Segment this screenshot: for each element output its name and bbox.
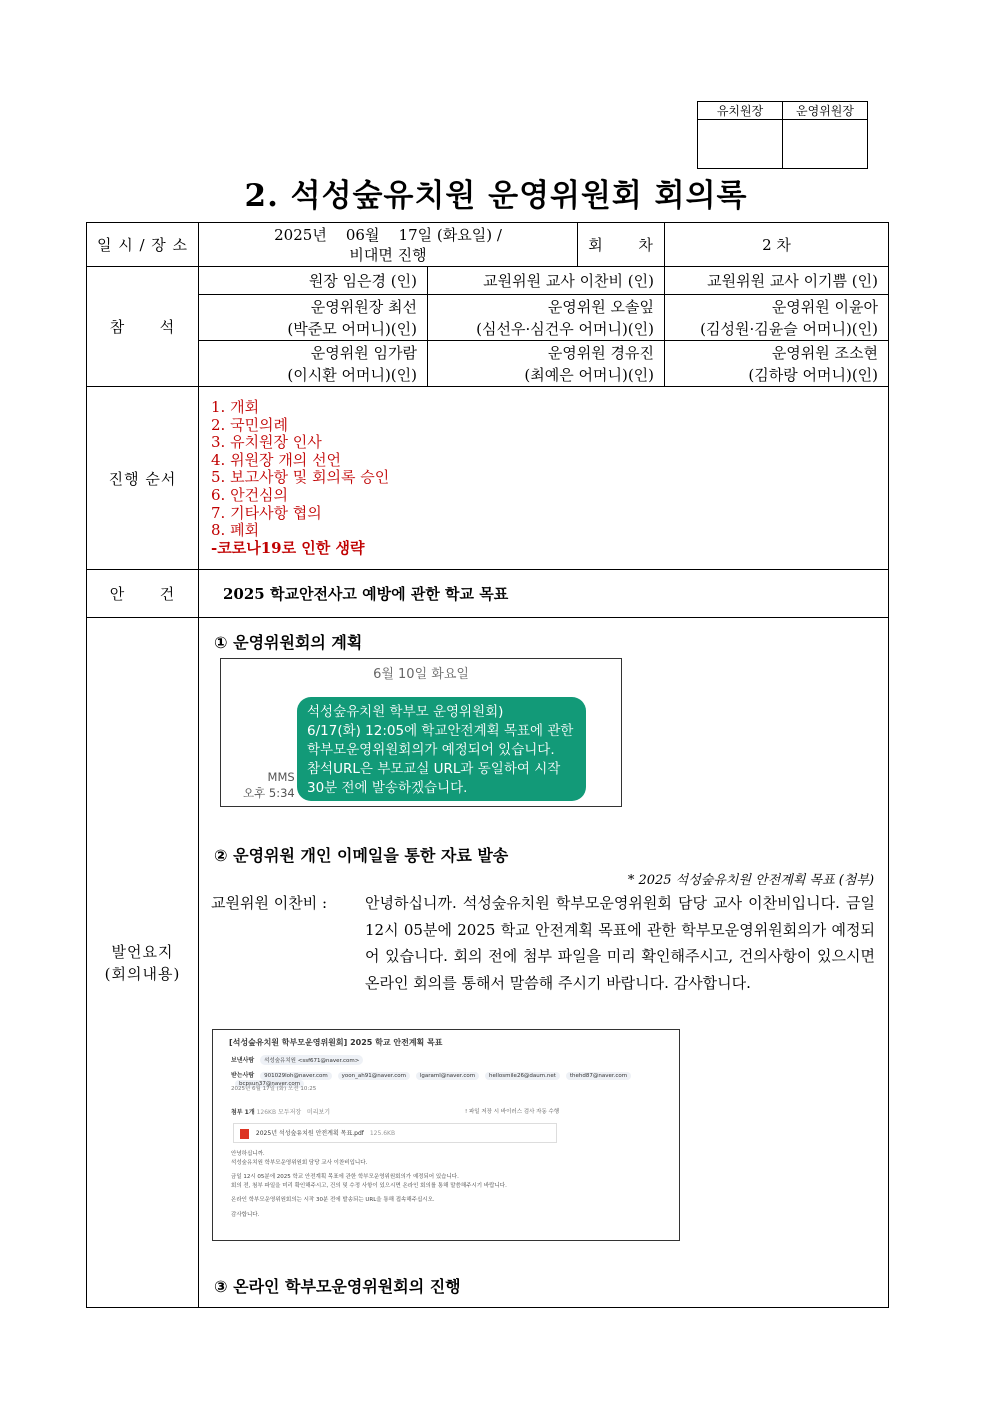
attendee-name: 운영위원 경유진 [547,343,655,362]
attendee-relation: (심선우·심건우 어머니)(인) [476,319,655,338]
minutes-label [87,618,199,1308]
minutes-table [86,222,889,1308]
attendance-label: 참 석 [87,267,199,387]
email-virus-warning: ! 파일 저장 시 바이러스 검사 자동 수행 [465,1109,560,1116]
agenda-item: 7. 기타사항 협의 [211,503,322,522]
sms-date: 6월 10일 화요일 [373,667,469,683]
email-attach-actions: 모두저장 미리보기 [278,1109,331,1117]
email-attach-row [231,1107,330,1116]
attachment-note: * 2025 석성숲유치원 안전계획 목표 (첨부) [627,873,875,889]
email-attach-label: 첨부 1개 [231,1109,255,1117]
agenda-item: 4. 위원장 개의 선언 [211,450,342,469]
minutes-label-line1: 발언요지 [111,942,174,961]
sms-line: 석성숲유치원 학부모 운영위원회) [307,704,504,721]
sms-line: 6/17(화) 12:05에 학교안전계획 목표에 관한 [307,723,574,740]
speech-text: 안녕하십니까. 석성숲유치원 학부모운영위원회 담당 교사 이찬비입니다. 금일 12시 05분에 2025 학교 안전계획 목표에 관한 학부모운영위원회의가 예정되어 있습니다. 회의 전에 첨부 파일을 미리 확인해주시고, 건의사항이 있으시면 온라인 회의를 통해서 말씀해 주시기 바랍니다. 감사합니다. [365,894,875,992]
email-body [231,1150,651,1219]
email-to-label: 받는사람 [231,1072,255,1080]
approval-sign-chair [783,120,868,169]
agenda-item: 5. 보고사항 및 회의록 승인 [211,468,390,487]
attendee-teacher-2: 교원위원 교사 이기쁨 (인) [665,267,889,295]
email-recipient: lgaraml@naver.com [416,1072,479,1080]
attendee-relation: (박준모 어머니)(인) [287,319,417,338]
sms-bubble [297,697,586,801]
email-body-line: 회의 전, 첨부 파일을 미리 확인해주시고, 건의 및 수정 사항이 있으시면 온라인 회의를 통해 말씀해주시기 바랍니다. [231,1182,507,1189]
attendee-teacher-1: 교원위원 교사 이찬비 (인) [428,267,665,295]
email-recipient: hellosmile26@daum.net [485,1072,560,1080]
speaker: 교원위원 이찬비 : [211,894,328,913]
email-attach-size: 126KB [256,1109,277,1117]
sms-line: 30분 전에 발송하겠습니다. [307,780,468,797]
email-body-line: 안녕하십니까. [231,1151,265,1158]
email-screenshot [212,1029,680,1241]
attendee-relation: (김하랑 어머니)(인) [748,365,879,384]
approval-sign-principal [698,120,783,169]
agenda-note: -코로나19로 인한 생략 [211,538,365,557]
agenda-list [199,387,889,570]
agenda-item: 6. 안건심의 [211,485,289,504]
approval-header-chair: 운영위원장 [783,102,868,120]
agenda-item: 1. 개회 [211,398,260,416]
email-from-label: 보낸사람 [231,1057,255,1065]
attendee-name: 운영위원 임가람 [310,343,417,362]
attendee-chair [199,295,428,341]
attendee-relation: (김성원·김윤슬 어머니)(인) [700,319,879,338]
item-value: 2025 학교안전사고 예방에 관한 학교 목표 [199,570,889,618]
minutes-content [199,618,889,1308]
attendee-member-3 [199,341,428,387]
attendee-member-5 [665,341,889,387]
document-title: 2. 석성숲유치원 운영위원회 회의록 [244,178,748,214]
attendee-principal: 원장 임은경 (인) [199,267,428,295]
sms-time: 오후 5:34 [243,786,295,801]
email-recipient: 901029loh@naver.com [260,1072,332,1080]
sms-line: 학부모운영위원회의가 예정되어 있습니다. [307,742,555,759]
agenda-item: 3. 유치원장 인사 [211,433,322,452]
email-body-line: 금일 12시 05분에 2025 학교 안전계획 목표에 관한 학부모운영위원회의가 예정되어 있습니다. [231,1174,459,1181]
attendee-name: 운영위원 이윤아 [771,297,879,316]
email-date: 2025년 6월 17일 (화) 오전 10:25 [231,1086,317,1093]
email-file-name: 2025년 석성숲유치원 안전계획 목표.pdf [255,1130,364,1138]
item-label: 안 건 [87,570,199,618]
session-value: 2 차 [665,223,889,267]
email-body-line: 온라인 학부모운영위원회의는 시작 30분 전에 발송되는 URL을 통해 접속해주십시오. [231,1197,435,1204]
attendee-member-2 [665,295,889,341]
sms-screenshot [220,658,622,807]
email-body-line: 석성숲유치원 학부모운영위원회 담당 교사 이찬비입니다. [231,1159,368,1166]
attendee-name: 운영위원 오솔잎 [547,297,655,316]
section-1-heading: ① 운영위원회의 계획 [214,633,363,653]
date-line1: 2025년 06월 17일 (화요일) / [274,225,502,244]
attendee-name: 운영위원장 최선 [310,297,417,316]
agenda-label: 진행 순서 [87,387,199,570]
attendee-name: 운영위원 조소현 [771,343,879,362]
approval-box [697,101,868,169]
email-file-size: 125.6KB [369,1130,396,1138]
email-from-row [231,1055,363,1065]
pdf-icon [240,1129,249,1139]
email-body-line: 감사합니다. [231,1211,260,1218]
date-label: 일 시 / 장 소 [87,223,199,267]
session-label: 회 차 [578,223,665,267]
sms-line: 참석URL은 부모교실 URL과 동일하여 시작 [307,761,561,778]
section-2-heading: ② 운영위원 개인 이메일을 통한 자료 발송 [214,846,509,866]
sms-type: MMS [267,770,295,785]
email-subject: [석성숲유치원 학부모운영위원회] 2025 학교 안전계획 목표 [229,1038,443,1048]
attendee-member-1 [428,295,665,341]
approval-header-principal: 유치원장 [698,102,783,120]
date-line2: 비대면 진행 [349,245,427,264]
minutes-label-line2: (회의내용) [104,964,181,983]
attendee-relation: (최예은 어머니)(인) [524,365,655,384]
date-value [199,223,578,267]
agenda-item: 2. 국민의례 [211,415,289,434]
email-recipient: bcpsun37@naver.com [235,1080,304,1088]
email-recipient: yoon_ah91@naver.com [338,1072,410,1080]
section-3-heading: ③ 온라인 학부모운영위원회의 진행 [214,1277,461,1297]
email-recipient: thehd87@naver.com [566,1072,631,1080]
sms-meta [243,769,295,801]
email-from: 석성숲유치원 <ssf671@naver.com> [260,1055,363,1065]
email-attachment [233,1123,557,1143]
attendee-relation: (이시환 어머니)(인) [287,365,417,384]
agenda-item: 8. 폐회 [211,521,260,540]
attendee-member-4 [428,341,665,387]
